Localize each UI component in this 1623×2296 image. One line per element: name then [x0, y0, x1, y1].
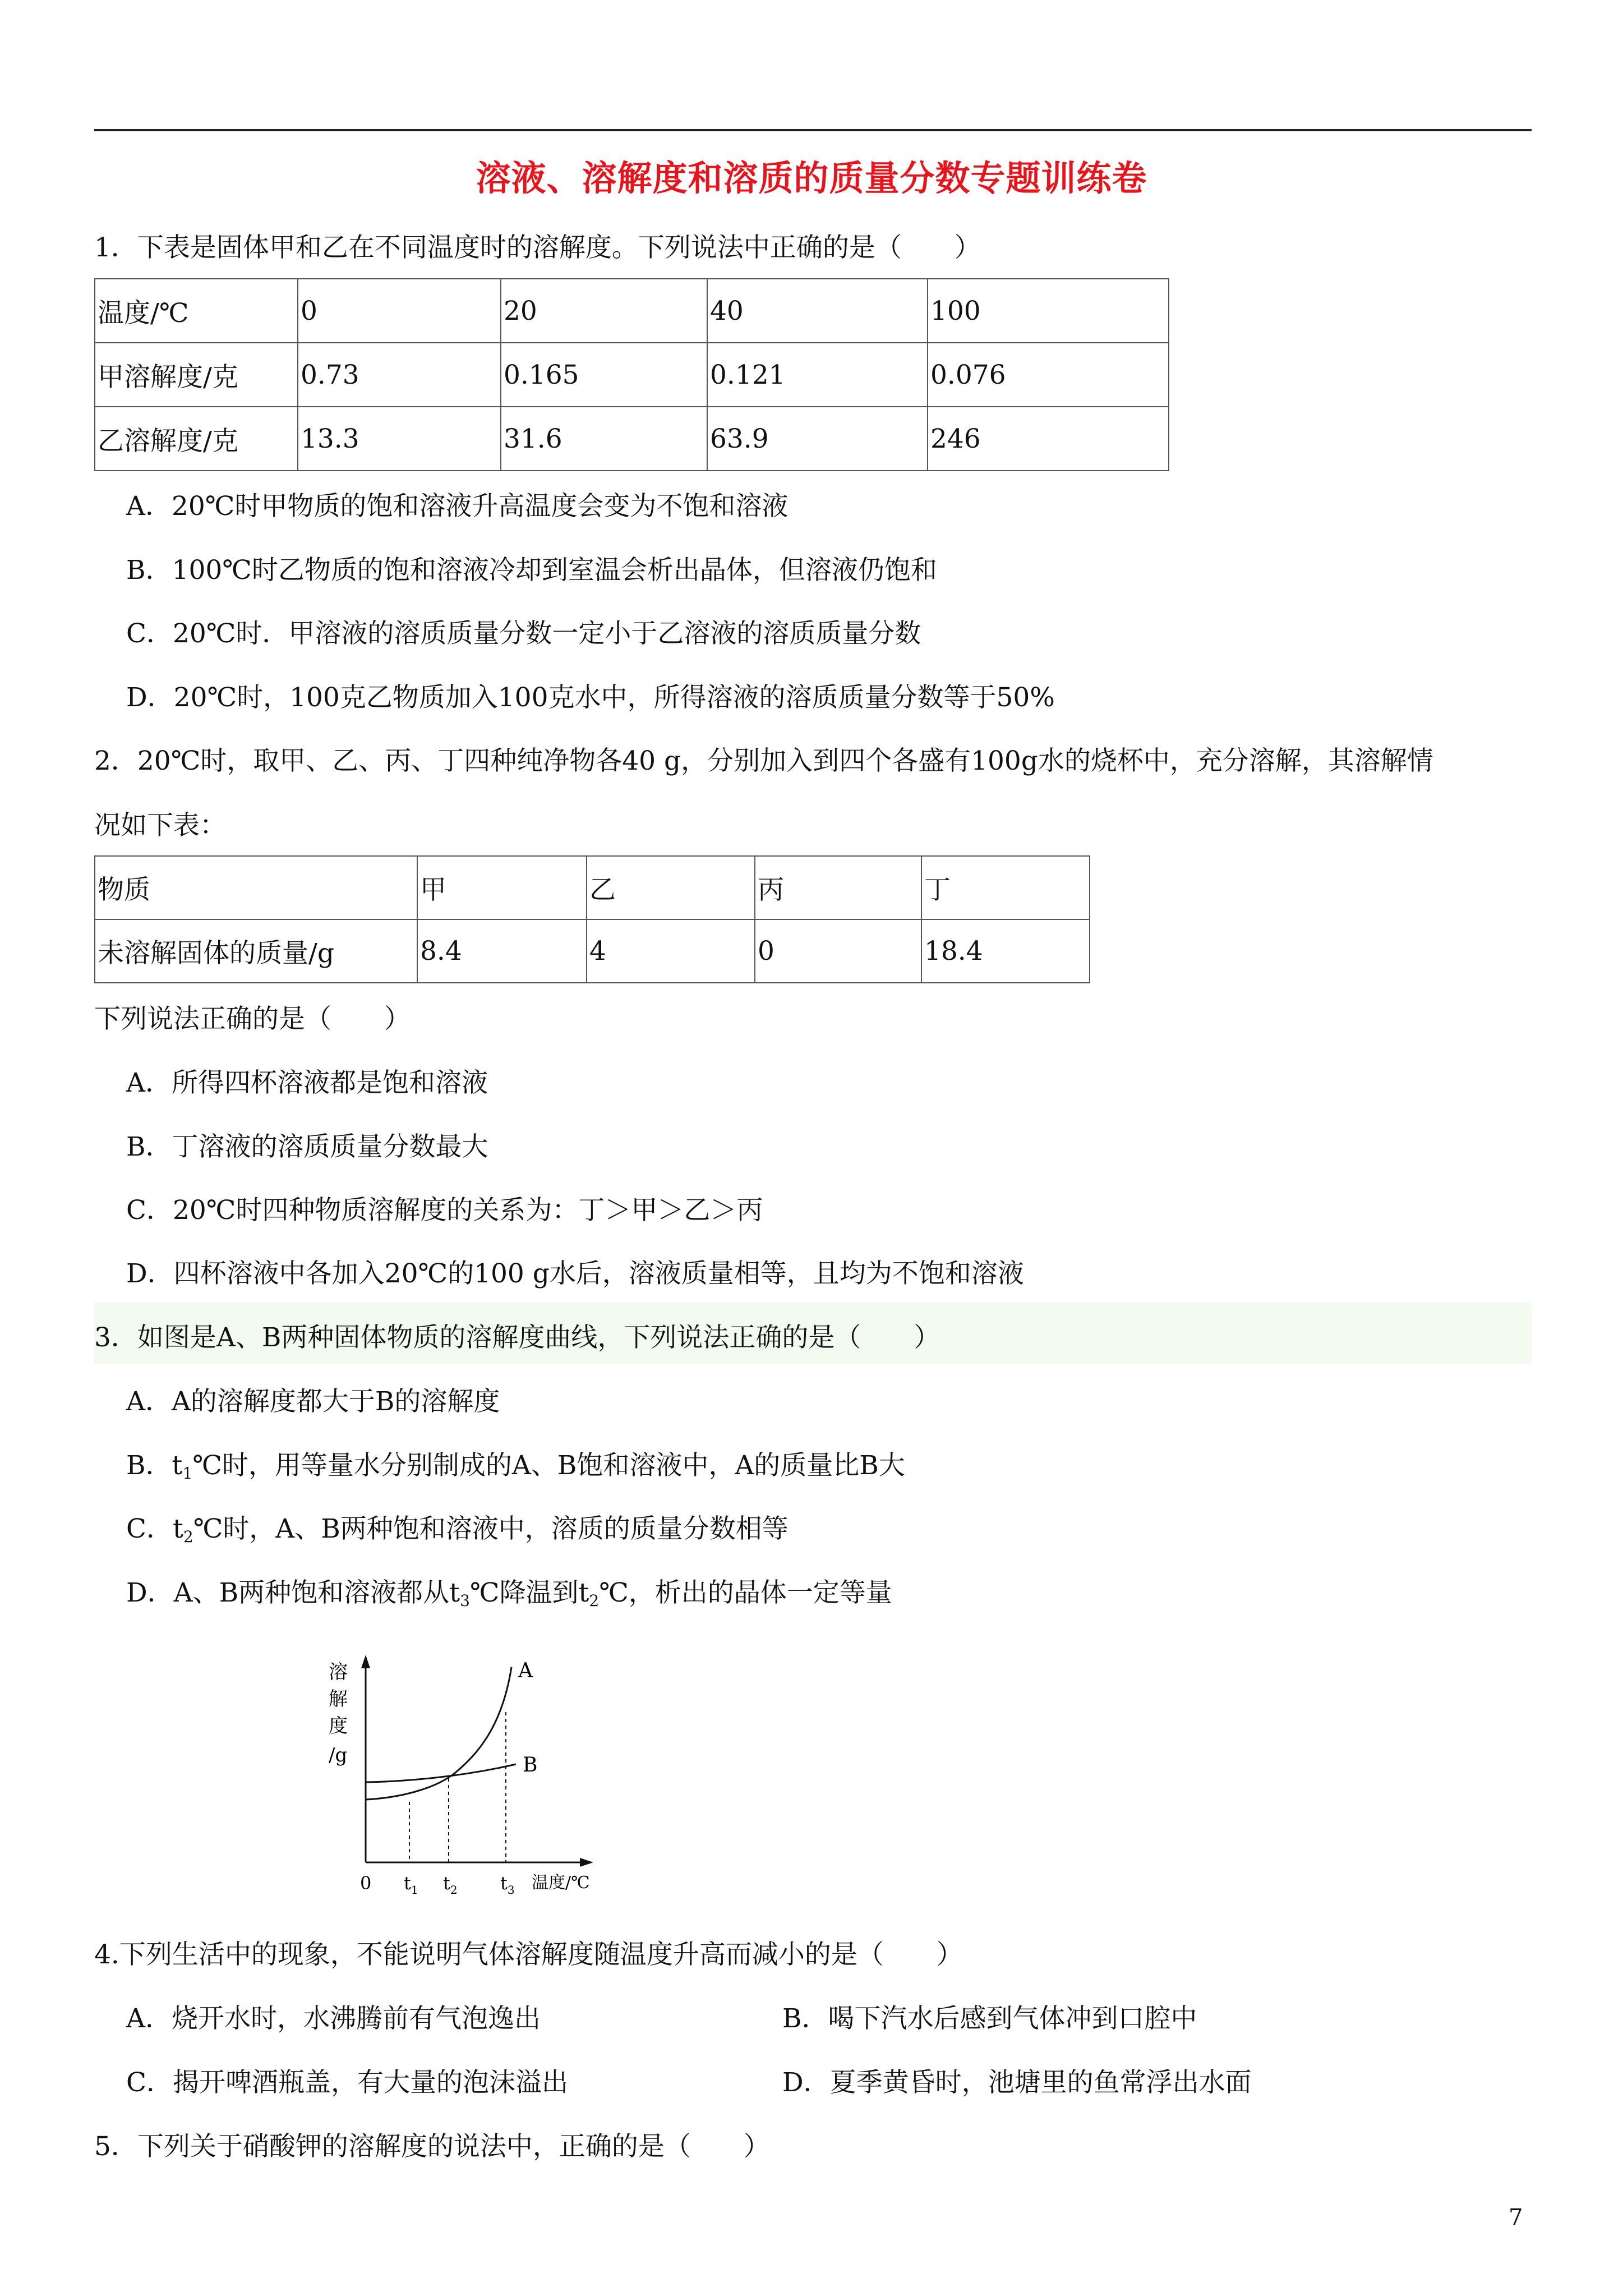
q2-prompt: 下列说法正确的是（ ）: [94, 1004, 411, 1034]
q4-option-c: C．揭开啤酒瓶盖，有大量的泡沫溢出: [126, 2067, 568, 2098]
q1-table-cell: 0.165: [501, 343, 707, 407]
tick-t1: $t_1$: [404, 1872, 418, 1897]
ylabel-char-1: 溶: [329, 1661, 348, 1683]
xlabel: 温度/℃: [532, 1873, 590, 1893]
q3-option-a: A．A的溶解度都大于B的溶解度: [126, 1386, 500, 1417]
q1-table-cell: 温度/℃: [95, 279, 298, 343]
q2-table-row: [95, 919, 1090, 983]
q2-table-cell: 乙: [587, 856, 755, 919]
q2-stem-line2: 况如下表：: [94, 810, 226, 841]
y-axis-arrow: [361, 1655, 370, 1668]
q2-table-cell: 未溶解固体的质量/g: [95, 919, 417, 983]
q5-stem: 5．下列关于硝酸钾的溶解度的说法中，正确的是（ ）: [94, 2131, 770, 2162]
q3-stem: 3．如图是A、B两种固体物质的溶解度曲线，下列说法正确的是（ ）: [94, 1322, 940, 1353]
ylabel-char-2: 解: [329, 1688, 348, 1710]
x-axis-arrow: [580, 1858, 593, 1867]
tick-t3: $t_3$: [500, 1872, 515, 1897]
q1-table-cell: 0.121: [707, 343, 928, 407]
q2-table-cell: 18.4: [921, 919, 1090, 983]
q4-row-2: [126, 2066, 1252, 2100]
q2-option-c: C．20℃时四种物质溶解度的关系为：丁＞甲＞乙＞丙: [126, 1195, 763, 1226]
q2-table-cell: 物质: [95, 856, 417, 919]
q2-table-cell: 4: [587, 919, 755, 983]
q1-table-row: [95, 279, 1169, 343]
q1-table-row: [95, 407, 1169, 471]
q1-table: [94, 278, 1169, 471]
q1-table-cell: 乙溶解度/克: [95, 407, 298, 471]
q2-table-cell: 甲: [417, 856, 587, 919]
q1-table-cell: 100: [928, 279, 1169, 343]
q3-option-c: C．$t_2℃$时，A、B两种饱和溶液中，溶质的质量分数相等: [126, 1513, 789, 1546]
q2-table-cell: 0: [755, 919, 921, 983]
q1-table-cell: 0: [298, 279, 501, 343]
ylabel-char-3: 度: [329, 1715, 348, 1737]
q1-option-d: D．20℃时，100克乙物质加入100克水中，所得溶液的溶质质量分数等于50%: [126, 682, 1055, 713]
q1-option-c: C．20℃时．甲溶液的溶质质量分数一定小于乙溶液的溶质质量分数: [126, 618, 921, 649]
curve-b-label: B: [523, 1754, 538, 1777]
tick-t2: $t_2$: [443, 1872, 458, 1897]
q1-table-row: [95, 343, 1169, 407]
q2-option-d: D．四杯溶液中各加入20℃的100 g水后，溶液质量相等，且均为不饱和溶液: [126, 1258, 1024, 1289]
q1-table-cell: 246: [928, 407, 1169, 471]
q1-stem: 1．下表是固体甲和乙在不同温度时的溶解度。下列说法中正确的是（ ）: [94, 232, 981, 263]
q1-table-cell: 40: [707, 279, 928, 343]
page-number: 7: [1509, 2205, 1523, 2230]
q2-stem-line1: 2．20℃时，取甲、乙、丙、丁四种纯净物各40 g，分别加入到四个各盛有100g水的烧杯中，充分溶解，其溶解情: [94, 746, 1433, 776]
q2-table: [94, 855, 1090, 983]
q4-row-1: [126, 2002, 1197, 2036]
q4-option-d: D．夏季黄昏时，池塘里的鱼常浮出水面: [782, 2067, 1252, 2098]
q1-table-cell: 0.73: [298, 343, 501, 407]
q4-stem: 4.下列生活中的现象，不能说明气体溶解度随温度升高而减小的是（ ）: [94, 1939, 963, 1970]
q2-table-cell: 丙: [755, 856, 921, 919]
q1-table-cell: 0.076: [928, 343, 1169, 407]
q1-table-cell: 63.9: [707, 407, 928, 471]
q2-table-cell: 丁: [921, 856, 1090, 919]
q1-option-b: B．100℃时乙物质的饱和溶液冷却到室温会析出晶体，但溶液仍饱和: [126, 555, 937, 586]
q1-table-cell: 20: [501, 279, 707, 343]
solubility-curve-graph: [314, 1649, 606, 1913]
q1-table-cell: 13.3: [298, 407, 501, 471]
origin-label: 0: [360, 1872, 372, 1894]
q2-option-a: A．所得四杯溶液都是饱和溶液: [126, 1068, 488, 1098]
q3-option-b: B．$t_1℃$时，用等量水分别制成的A、B饱和溶液中，A的质量比B大: [126, 1450, 905, 1483]
q3-option-d: D．A、B两种饱和溶液都从$t_3℃$降温到$t_2℃$，析出的晶体一定等量: [126, 1577, 892, 1610]
q1-table-cell: 甲溶解度/克: [95, 343, 298, 407]
q2-table-row: [95, 856, 1090, 919]
curve-b: [366, 1764, 516, 1782]
header-rule: [94, 129, 1532, 131]
q4-option-a: A．烧开水时，水沸腾前有气泡逸出: [126, 2003, 541, 2034]
q4-option-b: B．喝下汽水后感到气体冲到口腔中: [782, 2003, 1197, 2034]
curve-a: [366, 1667, 511, 1800]
q2-option-b: B．丁溶液的溶质质量分数最大: [126, 1131, 488, 1162]
ylabel-char-4: /g: [329, 1744, 348, 1766]
page-title: 溶液、溶解度和溶质的质量分数专题训练卷: [476, 158, 1147, 199]
q2-table-cell: 8.4: [417, 919, 587, 983]
q1-table-cell: 31.6: [501, 407, 707, 471]
curve-a-label: A: [518, 1659, 533, 1682]
q1-option-a: A．20℃时甲物质的饱和溶液升高温度会变为不饱和溶液: [126, 491, 789, 522]
